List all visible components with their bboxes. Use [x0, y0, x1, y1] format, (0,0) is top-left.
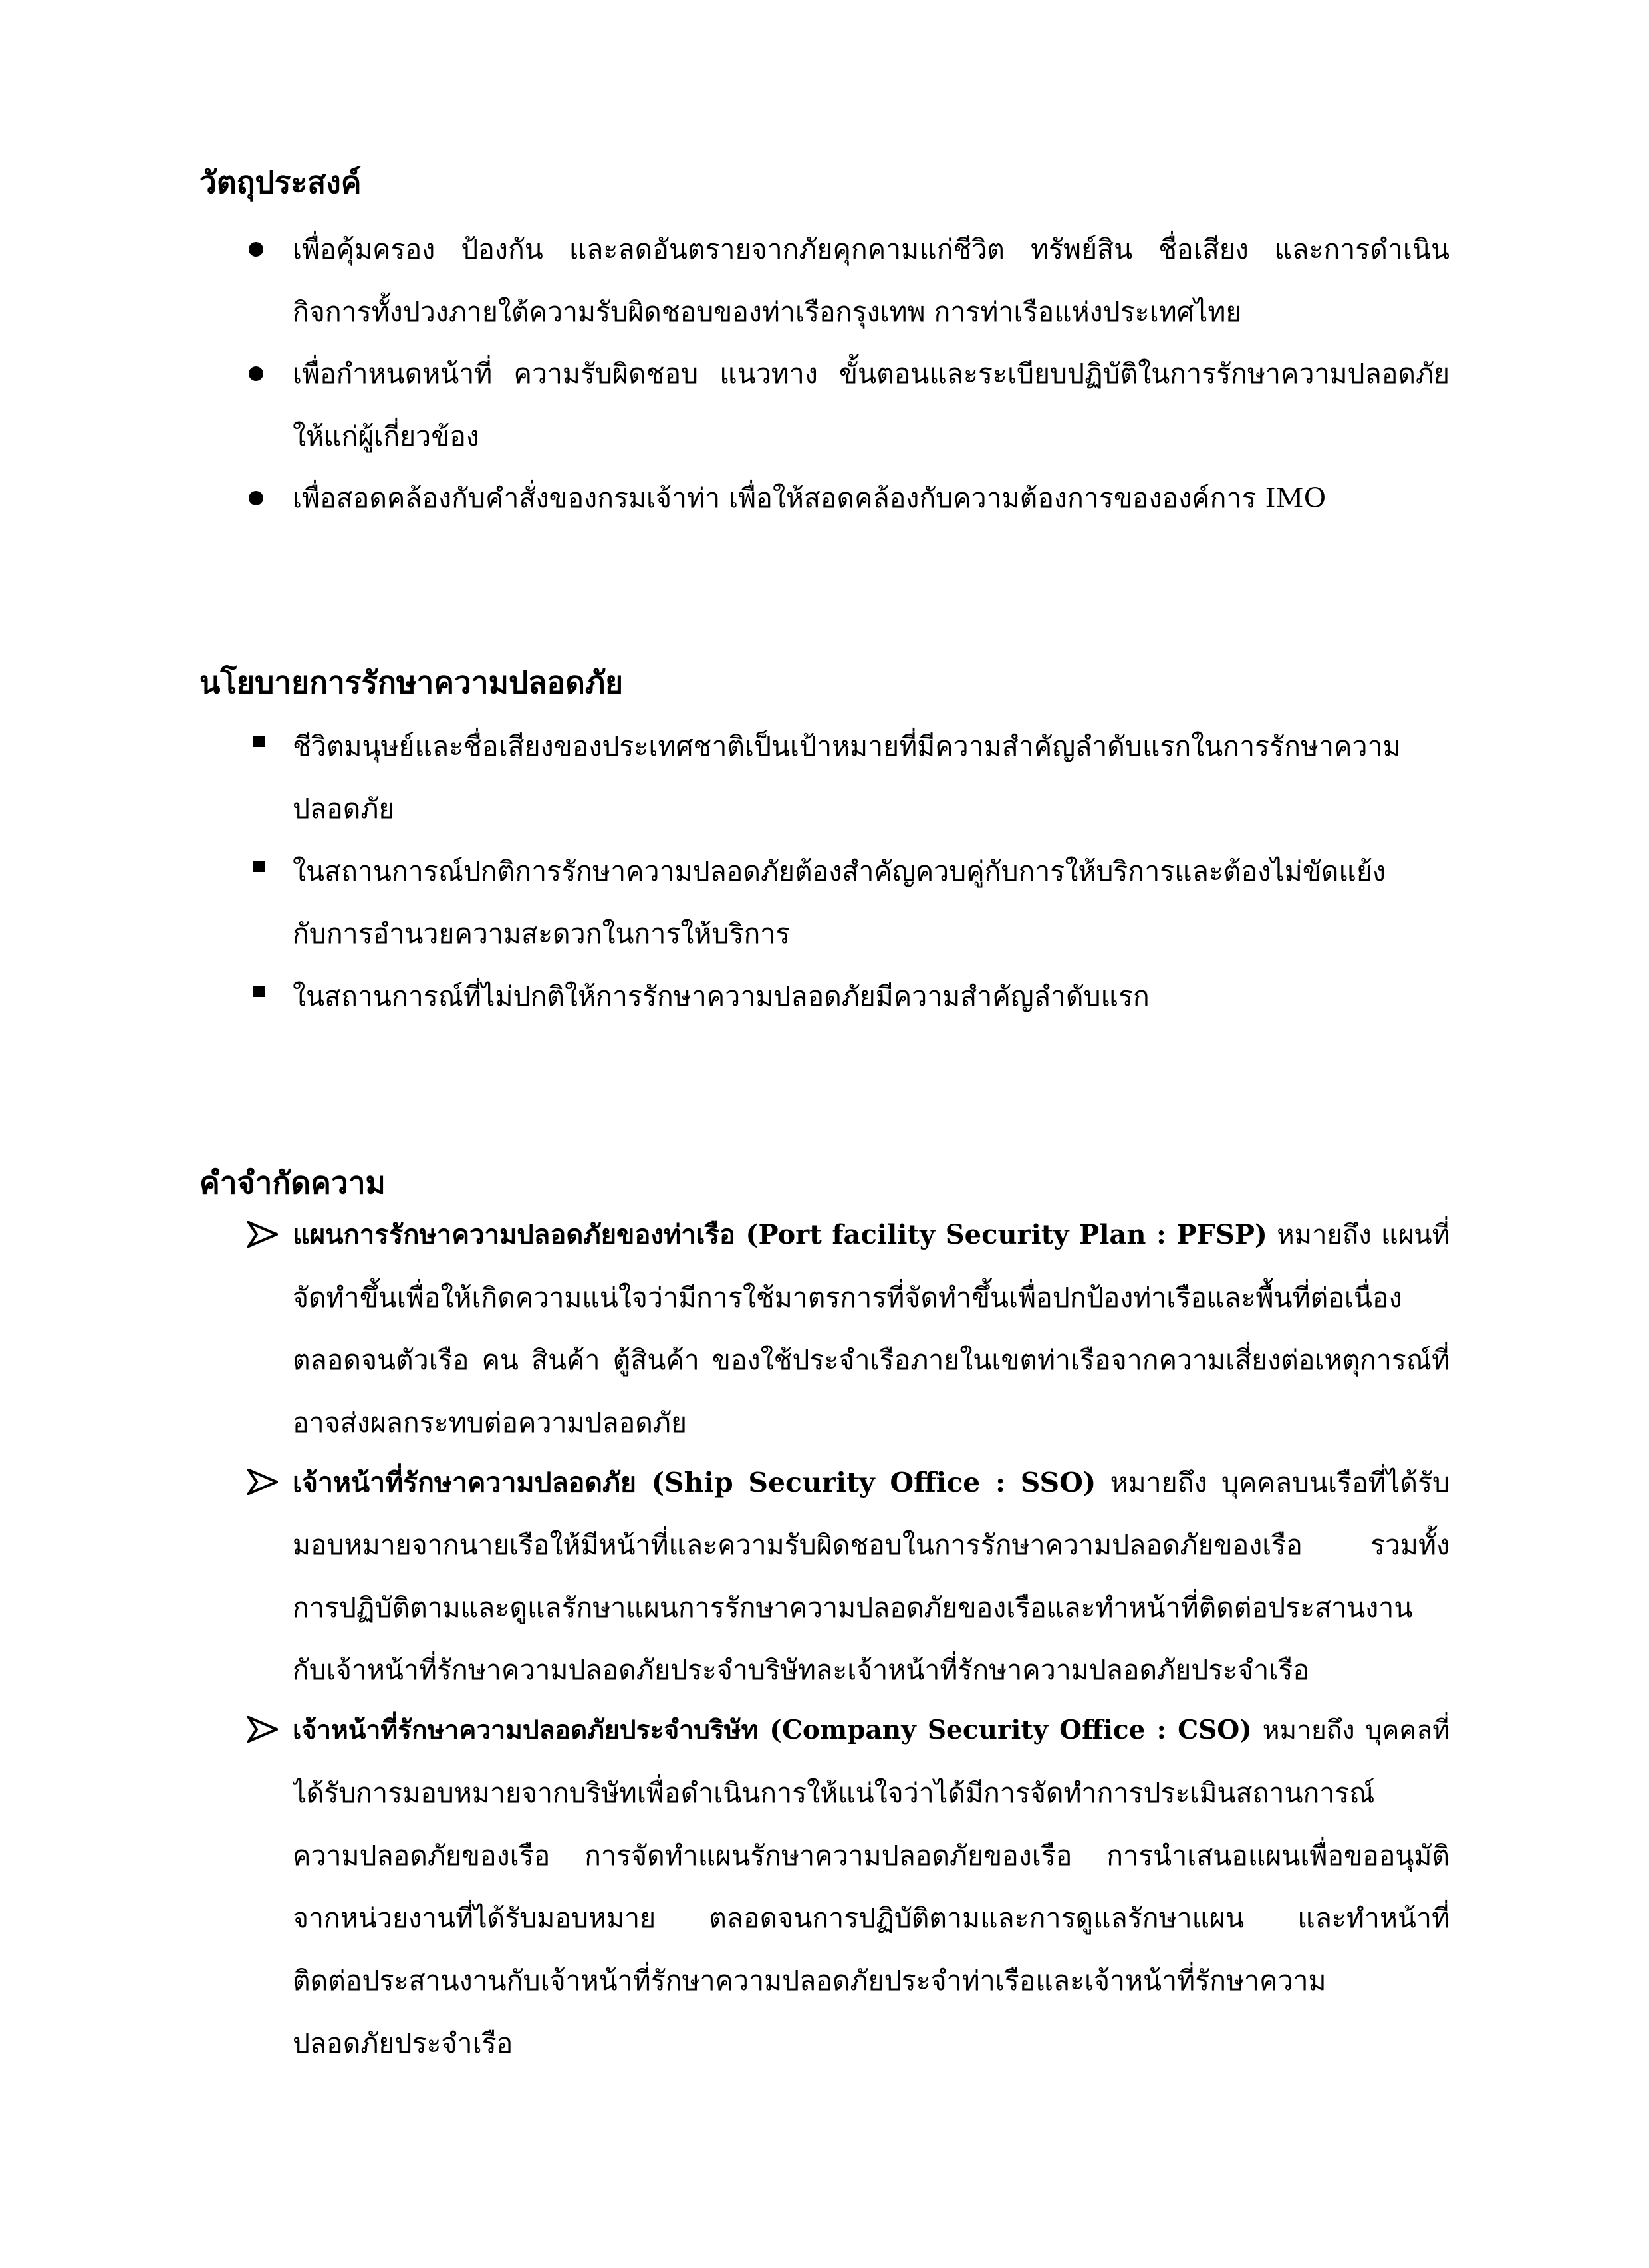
definition-item-pfsp: [293, 1204, 1450, 1454]
policy-1-line-2: ปลอดภัย: [293, 793, 395, 825]
definition-cso-line-1: [293, 1699, 1450, 1762]
arrow-bullet-icon: [247, 1469, 278, 1495]
definition-cso-line-4: จากหน่วยงานที่ได้รับมอบหมาย ตลอดจนการปฏิบัติตามและการดูแลรักษาแผน และทำหน้าที่: [293, 1902, 1450, 1934]
definition-sso-line-1: [293, 1451, 1450, 1514]
policy-item-1: [293, 715, 1450, 840]
policy-2-line-1: ในสถานการณ์ปกติการรักษาความปลอดภัยต้องสำคัญควบคู่กับการให้บริการและต้องไม่ขัดแย้ง: [293, 855, 1386, 887]
definition-sso-line-3: การปฏิบัติตามและดูแลรักษาแผนการรักษาความปลอดภัยของเรือและทำหน้าที่ติดต่อประสานงาน: [293, 1592, 1413, 1624]
definition-item-cso: [293, 1699, 1450, 2074]
definition-pfsp-line-1: [293, 1204, 1450, 1266]
arrow-bullet-icon: [247, 1716, 278, 1743]
definition-pfsp-first-rest: หมายถึง แผนที่: [1267, 1220, 1450, 1250]
bullet-dot-icon: [249, 242, 263, 257]
definition-cso-line-2: ได้รับการมอบหมายจากบริษัทเพื่อดำเนินการให้แน่ใจว่าได้มีการจัดทำการประเมินสถานการณ์: [293, 1777, 1375, 1809]
bullet-dot-icon: [249, 491, 263, 505]
policy-item-3: [293, 965, 1450, 1028]
definition-cso-line-3: ความปลอดภัยของเรือ การจัดทำแผนรักษาความปลอดภัยของเรือ การนำเสนอแผนเพื่อขออนุมัติ: [293, 1840, 1450, 1872]
definitions-heading: คำจำกัดความ: [199, 1165, 386, 1201]
bullet-square-icon: [253, 861, 265, 872]
policy-3-line-1: ในสถานการณ์ที่ไม่ปกติให้การรักษาความปลอดภัยมีความสำคัญลำดับแรก: [293, 980, 1150, 1012]
objective-1-line-1: เพื่อคุ้มครอง ป้องกัน และลดอันตรายจากภัยคุกคามแก่ชีวิต ทรัพย์สิน ชื่อเสียง และการดำเนิน: [293, 233, 1450, 265]
policy-2-line-2: กับการอำนวยความสะดวกในการให้บริการ: [293, 918, 791, 950]
definition-sso-term: เจ้าหน้าที่รักษาความปลอดภัย (Ship Security Office : SSO): [293, 1467, 1096, 1498]
policy-item-2: [293, 840, 1450, 965]
bullet-dot-icon: [249, 366, 263, 381]
definition-pfsp-line-4: อาจส่งผลกระทบต่อความปลอดภัย: [293, 1407, 687, 1439]
objective-item-3: [293, 467, 1450, 529]
definition-cso-term: เจ้าหน้าที่รักษาความปลอดภัยประจำบริษัท (Company Security Office : CSO): [293, 1715, 1252, 1745]
definition-pfsp-term: แผนการรักษาความปลอดภัยของท่าเรือ (Port facility Security Plan : PFSP): [293, 1219, 1267, 1250]
definition-cso-line-5: ติดต่อประสานงานกับเจ้าหน้าที่รักษาความปลอดภัยประจำท่าเรือและเจ้าหน้าที่รักษาความ: [293, 1965, 1327, 1997]
definition-cso-first-rest: หมายถึง บุคคลที่: [1251, 1715, 1450, 1745]
objective-3-line-1: เพื่อสอดคล้องกับคำสั่งของกรมเจ้าท่า เพื่อให้สอดคล้องกับความต้องการขององค์การ IMO: [293, 482, 1327, 514]
objective-2-line-1: เพื่อกำหนดหน้าที่ ความรับผิดชอบ แนวทาง ขั้นตอนและระเบียบปฏิบัติในการรักษาความปลอดภัย: [293, 358, 1450, 390]
policy-1-line-1: ชีวิตมนุษย์และชื่อเสียงของประเทศชาติเป็นเป้าหมายที่มีความสำคัญลำดับแรกในการรักษาความ: [293, 730, 1401, 762]
arrow-bullet-icon: [247, 1221, 278, 1248]
objective-1-line-2: กิจการทั้งปวงภายใต้ความรับผิดชอบของท่าเรือกรุงเทพ การท่าเรือแห่งประเทศไทย: [293, 296, 1242, 328]
policy-heading: นโยบายการรักษาความปลอดภัย: [199, 664, 624, 700]
definition-item-sso: [293, 1451, 1450, 1701]
definition-cso-line-6: ปลอดภัยประจำเรือ: [293, 2027, 513, 2059]
definition-sso-line-4: กับเจ้าหน้าที่รักษาความปลอดภัยประจำบริษัทละเจ้าหน้าที่รักษาความปลอดภัยประจำเรือ: [293, 1654, 1309, 1686]
definition-sso-first-rest: หมายถึง บุคคลบนเรือที่ได้รับ: [1096, 1467, 1450, 1498]
objective-2-line-2: ให้แก่ผู้เกี่ยวข้อง: [293, 420, 479, 452]
definition-sso-line-2: มอบหมายจากนายเรือให้มีหน้าที่และความรับผิดชอบในการรักษาความปลอดภัยของเรือ รวมทั้ง: [293, 1529, 1450, 1561]
definition-pfsp-line-2: จัดทำขึ้นเพื่อให้เกิดความแน่ใจว่ามีการใช้มาตรการที่จัดทำขึ้นเพื่อปกป้องท่าเรือและพื้นที่ต่อเนื่อง: [293, 1282, 1402, 1314]
bullet-square-icon: [253, 736, 265, 747]
objectives-heading: วัตถุประสงค์: [199, 164, 362, 200]
objective-item-1: [293, 218, 1450, 343]
objective-item-2: [293, 343, 1450, 468]
definition-pfsp-line-3: ตลอดจนตัวเรือ คน สินค้า ตู้สินค้า ของใช้ประจำเรือภายในเขตท่าเรือจากความเสี่ยงต่อเหตุการณ์ที่: [293, 1344, 1450, 1376]
bullet-square-icon: [253, 986, 265, 997]
